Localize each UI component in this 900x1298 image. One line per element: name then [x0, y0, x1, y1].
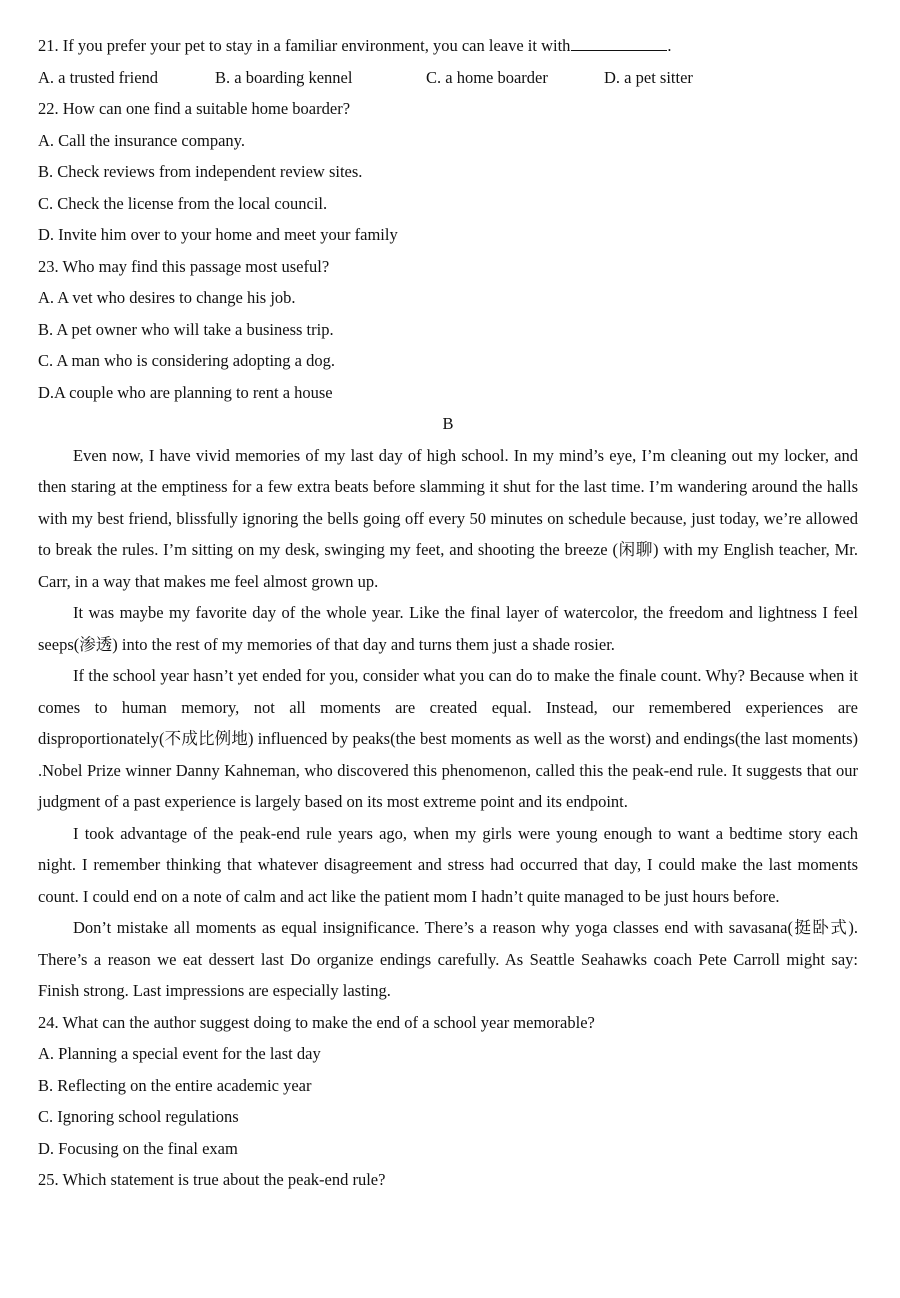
option-b: B. a boarding kennel: [215, 67, 353, 87]
option-b: B. Check reviews from independent review sites.: [38, 162, 363, 181]
option-a: A. a trusted friend: [38, 67, 159, 87]
option-d: D. Focusing on the final exam: [38, 1138, 238, 1158]
question-25-stem: 25. Which statement is true about the peak-end rule?: [38, 1170, 386, 1189]
option-b: B. A pet owner who will take a business trip.: [38, 319, 334, 339]
option-a: A. A vet who desires to change his job.: [38, 288, 296, 307]
question-22-stem: 22. How can one find a suitable home boarder?: [38, 99, 351, 118]
question-21-stem: [38, 30, 858, 62]
question-21-text: 21. If you prefer your pet to stay in a familiar environment, you can leave it with: [38, 36, 571, 55]
option-a: A. Planning a special event for the last day: [38, 1044, 321, 1063]
passage-paragraph-1: Even now, I have vivid memories of my last day of high school. In my mind’s eye, I’m cleaning out my locker, and then staring at the emptiness for a few extra beats before slamming it shut for the last time. I’m wandering around the halls with my best friend, blissfully ignoring the bells going off every 50 minutes on schedule because, just today, we’re allowed to break the rules. I’m sitting on my desk, swinging my feet, and shooting the breeze (闲聊) with my English teacher, Mr. Carr, in a way that makes me feel almost grown up.: [38, 445, 858, 591]
section-b-title: B: [442, 414, 454, 433]
exam-page: [38, 30, 858, 1196]
option-c: C. Check the license from the local council.: [38, 193, 328, 213]
option-a: A. Call the insurance company.: [38, 130, 245, 150]
option-d: D. Invite him over to your home and meet your family: [38, 225, 398, 244]
option-d: D.A couple who are planning to rent a house: [38, 382, 333, 402]
option-c: C. a home boarder: [426, 67, 548, 87]
passage-paragraph-4: I took advantage of the peak-end rule years ago, when my girls were young enough to want a bedtime story each night. I remember thinking that whatever disagreement and stress had occurred that day, I could make the last moments count. I could end on a note of calm and act like the patient mom I hadn’t quite managed to be just hours before.: [38, 823, 858, 906]
passage-paragraph-5: Don’t mistake all moments as equal insignificance. There’s a reason why yoga classes end with savasana(挺卧式). There’s a reason we eat dessert last Do organize endings carefully. As Seattle Seahawks coach Pete Carroll might say: Finish strong. Last impressions are especially lasting.: [38, 918, 858, 1000]
answer-blank: [571, 32, 667, 51]
passage-paragraph-3: If the school year hasn’t yet ended for you, consider what you can do to make the finale count. Why? Because when it comes to human memory, not all moments are created equal. Instead, our remembered experiences are disproportionately(不成比例地) influenced by peaks(the best moments as well as the worst) and endings(the last moments) .Nobel Prize winner Danny Kahneman, who discovered this phenomenon, called this the peak-end rule. It suggests that our judgment of a past experience is largely based on its most extreme point and its endpoint.: [38, 666, 858, 811]
option-b: B. Reflecting on the entire academic year: [38, 1075, 312, 1095]
option-d: D. a pet sitter: [604, 67, 693, 87]
question-21-period: .: [667, 36, 672, 55]
question-23-stem: 23. Who may find this passage most useful?: [38, 256, 330, 276]
passage-paragraph-2: It was maybe my favorite day of the whole year. Like the final layer of watercolor, the freedom and lightness I feel seeps(渗透) into the rest of my memories of that day and turns them just a shade rosier.: [38, 603, 858, 654]
question-21-options: [38, 62, 858, 94]
option-c: C. A man who is considering adopting a dog.: [38, 351, 335, 370]
question-24-stem: 24. What can the author suggest doing to make the end of a school year memorable?: [38, 1012, 595, 1032]
option-c: C. Ignoring school regulations: [38, 1107, 239, 1126]
